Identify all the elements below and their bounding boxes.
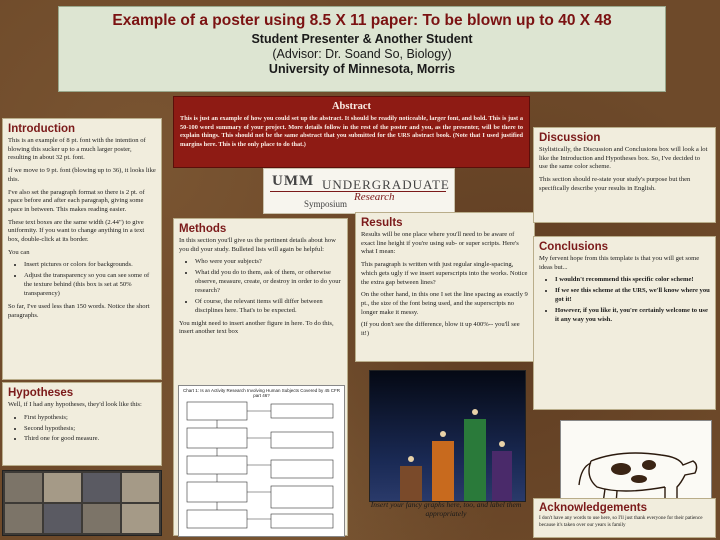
list-item: • Insert pictures or colors for backgrounds. (24, 261, 156, 270)
results-paragraph: Results will be one place where you'll need to be aware of exact line height if you're using sub- or super scripts. Here's what I mean: (361, 231, 519, 256)
intro-paragraph: These text boxes are the same width (2.44") to give uniformity. If you want to change anything in a text box, double-click at its border. (8, 218, 145, 244)
results-heading: Results (361, 217, 403, 229)
acknowledgements-text: I don't have any words to use here, so I'll just thank everyone for their patience because it's taken over our years is family (539, 515, 703, 528)
discussion-heading: Discussion (539, 132, 601, 144)
intro-paragraph: You can (8, 248, 30, 256)
results-graph-image (369, 370, 526, 502)
list-item: • Of course, the relevant items will differ between disciplines here. That's to be expected. (195, 298, 342, 316)
introduction-box (2, 118, 162, 380)
acknowledgements-box (533, 498, 716, 538)
photo (5, 473, 42, 502)
conclusions-heading: Conclusions (539, 241, 609, 253)
discussion-paragraph: This section should re-state your study's purpose but then specifically describe your results in English. (539, 176, 691, 192)
poster-title-banner (58, 6, 666, 92)
logo-research: Research (354, 191, 395, 203)
photo (44, 504, 81, 533)
conclusions-bullet-list (539, 276, 710, 324)
advisor: (Advisor: Dr. Soand So, Biology) (272, 47, 452, 61)
results-paragraph: This paragraph is written with just regular single-spacing, which gets ugly if we insert superscripts into the works. Notice the extra gap between lines? (361, 261, 528, 286)
list-item: • Adjust the transparency so you can see some of the texture behind (this box is set at 50% transparency) (24, 272, 156, 299)
poster-title: Example of a poster using 8.5 X 11 paper: To be blown up to 40 X 48 (112, 12, 612, 29)
intro-paragraph: If we move to 9 pt. font (blowing up to 36), it looks like this. (8, 167, 156, 183)
urs-logo (263, 168, 455, 214)
photo (44, 473, 81, 502)
abstract-heading: Abstract (331, 101, 372, 112)
hypotheses-list (8, 414, 156, 445)
methods-paragraph: In this section you'll give us the pertinent details about how you did your study. Bulleted lists will again be helpful: (179, 237, 336, 253)
hypotheses-heading: Hypotheses (8, 387, 74, 399)
list-item: • Who were your subjects? (195, 258, 342, 267)
photo (122, 473, 159, 502)
methods-heading: Methods (179, 223, 227, 235)
list-item: • First hypothesis; (24, 414, 156, 423)
logo-undergraduate: UNDERGRADUATE (322, 177, 450, 192)
introduction-heading: Introduction (8, 123, 76, 135)
logo-symposium: Symposium (304, 199, 348, 209)
abstract-text: This is just an example of how you could set up the abstract. It should be readily noticeable, larger font, and bold. This is just a 50-100 word summary of your project. More details follow in the rest of the poster and you, as the presenter, will be there to explain things. This should not be the same abstract that you submitted for the URS abstract book. (Note that I used justified margins here. This is the only place to do that.) (180, 115, 523, 148)
list-item: • Second hypothesis; (24, 425, 156, 434)
intro-paragraph: I've also set the paragraph format so there is 2 pt. of space before and after each paragraph, giving some space in between. This makes reading easier. (8, 188, 145, 213)
hypotheses-intro: Well, if I had any hypotheses, they'd look like this: (8, 401, 142, 408)
graph-illustration (370, 371, 525, 501)
photo (83, 504, 120, 533)
flowchart-diagram (179, 398, 342, 533)
conclusions-box (533, 236, 716, 410)
graph-caption: Insert your fancy graphs here, too, and label them appropriately (370, 500, 522, 518)
list-item: • Third one for good measure. (24, 435, 156, 444)
photo-collage (2, 470, 162, 536)
methods-bullet-list (179, 258, 342, 315)
logo-umm: UMM (272, 173, 315, 189)
methods-paragraph: You might need to insert another figure in here. To do this, insert another text box (179, 319, 334, 336)
list-item: • I wouldn't recommend this specific color scheme! (555, 276, 710, 285)
list-item: • What did you do to them, ask of them, or otherwise observe, measure, create, or destroy in order to do your research? (195, 269, 342, 296)
flowchart-title: Chart 1: Is an Activity Research Involving Human Subjects Covered by 45 CFR part 46? (182, 388, 341, 398)
list-item: • If we see this scheme at the URS, we'll know where you got it! (555, 287, 710, 305)
intro-paragraph: So far, I've used less than 150 words. Notice the short paragraphs. (8, 303, 150, 319)
photo (122, 504, 159, 533)
discussion-paragraph: Stylistically, the Discussion and Conclusions box will look a lot like the Introduction and Hypotheses box. So, I've decided to use the same color scheme. (539, 146, 708, 171)
abstract-box (173, 96, 530, 168)
intro-bullet-list (8, 261, 156, 299)
list-item: • However, if you like it, you're certainly welcome to use it any way you wish. (555, 307, 710, 325)
results-box (355, 212, 535, 362)
university: University of Minnesota, Morris (268, 62, 456, 76)
results-paragraph: On the other hand, in this one I set the line spacing as exactly 9 pt., the size of the font being used, and the superscripts no longer make it messy. (361, 291, 528, 316)
acknowledgements-heading: Acknowledgements (539, 502, 647, 514)
intro-paragraph: This is an example of 8 pt. font with the intention of blowing this sucker up to a much larger poster, resulting in about 32 pt. font. (8, 137, 146, 162)
results-paragraph: (If you don't see the difference, blow it up 400%-- you'll see it!) (361, 321, 520, 338)
methods-flowchart (178, 385, 345, 537)
photo (83, 473, 120, 502)
discussion-box (533, 127, 716, 223)
conclusions-paragraph: My fervent hope from this template is that you will get some ideas but... (539, 255, 700, 271)
presenters: Student Presenter & Another Student (251, 32, 473, 46)
photo (5, 504, 42, 533)
hypotheses-box (2, 382, 162, 466)
